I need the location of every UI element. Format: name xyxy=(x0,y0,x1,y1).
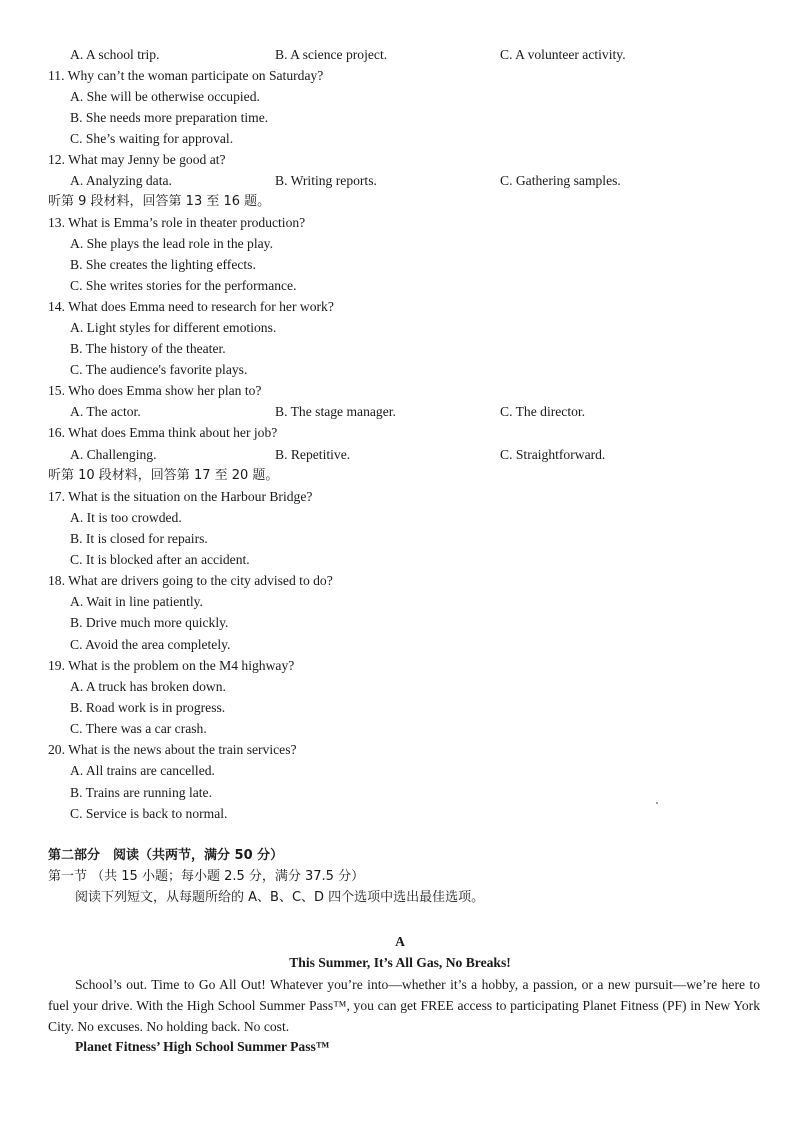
q16-option-b: B. Repetitive. xyxy=(275,447,351,462)
q11-option-a: A. She will be otherwise occupied. xyxy=(70,89,260,104)
q18-option-b: B. Drive much more quickly. xyxy=(70,615,229,630)
part2-instruction: 阅读下列短文，从每题所给的 A、B、C、D 四个选项中选出最佳选项。 xyxy=(75,890,485,905)
q18-option-c: C. Avoid the area completely. xyxy=(70,637,231,652)
part2-section1-heading: 第一节 （共 15 小题；每小题 2.5 分，满分 37.5 分） xyxy=(48,869,365,884)
q19-option-a: A. A truck has broken down. xyxy=(70,679,226,694)
q12-option-c: C. Gathering samples. xyxy=(500,173,621,188)
q16-option-c: C. Straightforward. xyxy=(500,447,606,462)
q15-option-b: B. The stage manager. xyxy=(275,404,396,419)
q17-option-b: B. It is closed for repairs. xyxy=(70,531,208,546)
q14-option-b: B. The history of the theater. xyxy=(70,341,226,356)
q19-option-c: C. There was a car crash. xyxy=(70,721,207,736)
q17-option-a: A. It is too crowded. xyxy=(70,510,182,525)
q16-question: 16. What does Emma think about her job? xyxy=(48,425,278,440)
passage-letter: A xyxy=(395,934,405,949)
q13-option-a: A. She plays the lead role in the play. xyxy=(70,236,273,251)
q13-option-b: B. She creates the lighting effects. xyxy=(70,257,256,272)
passage-paragraph-text: School’s out. Time to Go All Out! Whatever you’re into—whether it’s a hobby, a passion, or a new pursuit—we’re here to fuel your drive. With the High School Summer Pass™, you can get FREE access to participating Planet Fitness (PF) in New York City. No excuses. No holding back. No cost. xyxy=(48,977,760,1034)
q15-option-c: C. The director. xyxy=(500,404,586,419)
passage-title: This Summer, It’s All Gas, No Breaks! xyxy=(289,955,511,970)
passage-paragraph xyxy=(48,974,760,1037)
q12-question: 12. What may Jenny be good at? xyxy=(48,152,226,167)
q10-option-c: C. A volunteer activity. xyxy=(500,47,626,62)
q10-option-b: B. A science project. xyxy=(275,47,388,62)
q11-question: 11. Why can’t the woman participate on Saturday? xyxy=(48,68,324,83)
q20-option-a: A. All trains are cancelled. xyxy=(70,763,215,778)
q15-question: 15. Who does Emma show her plan to? xyxy=(48,383,262,398)
q19-option-b: B. Road work is in progress. xyxy=(70,700,226,715)
q20-option-c: C. Service is back to normal. xyxy=(70,806,228,821)
part2-heading: 第二部分 阅读（共两节，满分 50 分） xyxy=(48,848,284,863)
q13-option-c: C. She writes stories for the performance. xyxy=(70,278,297,293)
q18-question: 18. What are drivers going to the city advised to do? xyxy=(48,573,333,588)
q17-option-c: C. It is blocked after an accident. xyxy=(70,552,250,567)
q13-question: 13. What is Emma’s role in theater production? xyxy=(48,215,306,230)
q10-option-a: A. A school trip. xyxy=(70,47,160,62)
q20-question: 20. What is the news about the train services? xyxy=(48,742,297,757)
q18-option-a: A. Wait in line patiently. xyxy=(70,594,203,609)
q20-option-b: B. Trains are running late. xyxy=(70,785,212,800)
q17-question: 17. What is the situation on the Harbour Bridge? xyxy=(48,489,313,504)
section-9-instruction: 听第 9 段材料，回答第 13 至 16 题。 xyxy=(48,194,271,209)
q14-option-a: A. Light styles for different emotions. xyxy=(70,320,277,335)
q11-option-c: C. She’s waiting for approval. xyxy=(70,131,234,146)
passage-subheading: Planet Fitness’ High School Summer Pass™ xyxy=(75,1039,330,1054)
q12-option-b: B. Writing reports. xyxy=(275,173,377,188)
q15-option-a: A. The actor. xyxy=(70,404,141,419)
stray-mark xyxy=(656,802,658,804)
q11-option-b: B. She needs more preparation time. xyxy=(70,110,269,125)
q14-question: 14. What does Emma need to research for her work? xyxy=(48,299,334,314)
section-10-instruction: 听第 10 段材料，回答第 17 至 20 题。 xyxy=(48,468,279,483)
q14-option-c: C. The audience's favorite plays. xyxy=(70,362,248,377)
q12-option-a: A. Analyzing data. xyxy=(70,173,172,188)
q19-question: 19. What is the problem on the M4 highway? xyxy=(48,658,295,673)
q16-option-a: A. Challenging. xyxy=(70,447,157,462)
